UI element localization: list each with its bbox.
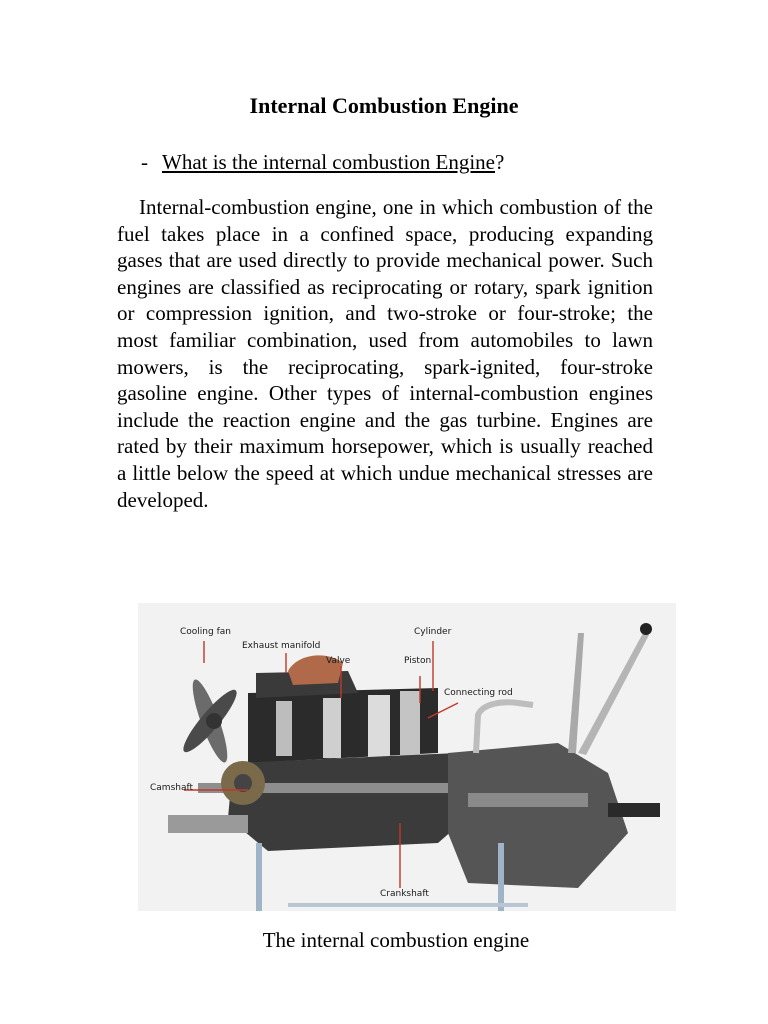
label-crankshaft: Crankshaft — [380, 889, 429, 899]
label-cooling-fan: Cooling fan — [180, 627, 231, 637]
engine-illustration — [138, 603, 676, 911]
label-camshaft: Camshaft — [150, 783, 194, 793]
cooling-fan-drawing — [177, 677, 242, 766]
figure-caption: The internal combustion engine — [262, 928, 530, 952]
engine-figure — [138, 603, 676, 911]
question-mark: ? — [495, 150, 505, 174]
page-title: Internal Combustion Engine — [249, 93, 519, 118]
question-line — [141, 150, 504, 175]
label-cylinder: Cylinder — [414, 627, 452, 637]
question-dash: - — [141, 150, 148, 174]
label-piston: Piston — [404, 656, 432, 666]
question-text: What is the internal combustion Engine — [162, 150, 496, 174]
label-valve: Valve — [326, 656, 351, 666]
label-exhaust-manifold: Exhaust manifold — [242, 641, 321, 651]
body-paragraph: Internal-combustion engine, one in which combustion of the fuel takes place in a confined space, producing expanding gases that are used directly to provide mechanical power. Such engines are classified as reciprocating or rotary, spark ignition or compression ignition, and two-stroke or four-stroke; the most familiar combination, used from automobiles to lawn mowers, is the reciprocating, spark-ignited, four-stroke gasoline engine. Other types of internal-combustion engines include the reaction engine and the gas turbine. Engines are rated by their maximum horsepower, which is usually reached a little below the speed at which undue mechanical stresses are developed. — [117, 195, 653, 512]
label-connecting-rod: Connecting rod — [444, 688, 513, 698]
